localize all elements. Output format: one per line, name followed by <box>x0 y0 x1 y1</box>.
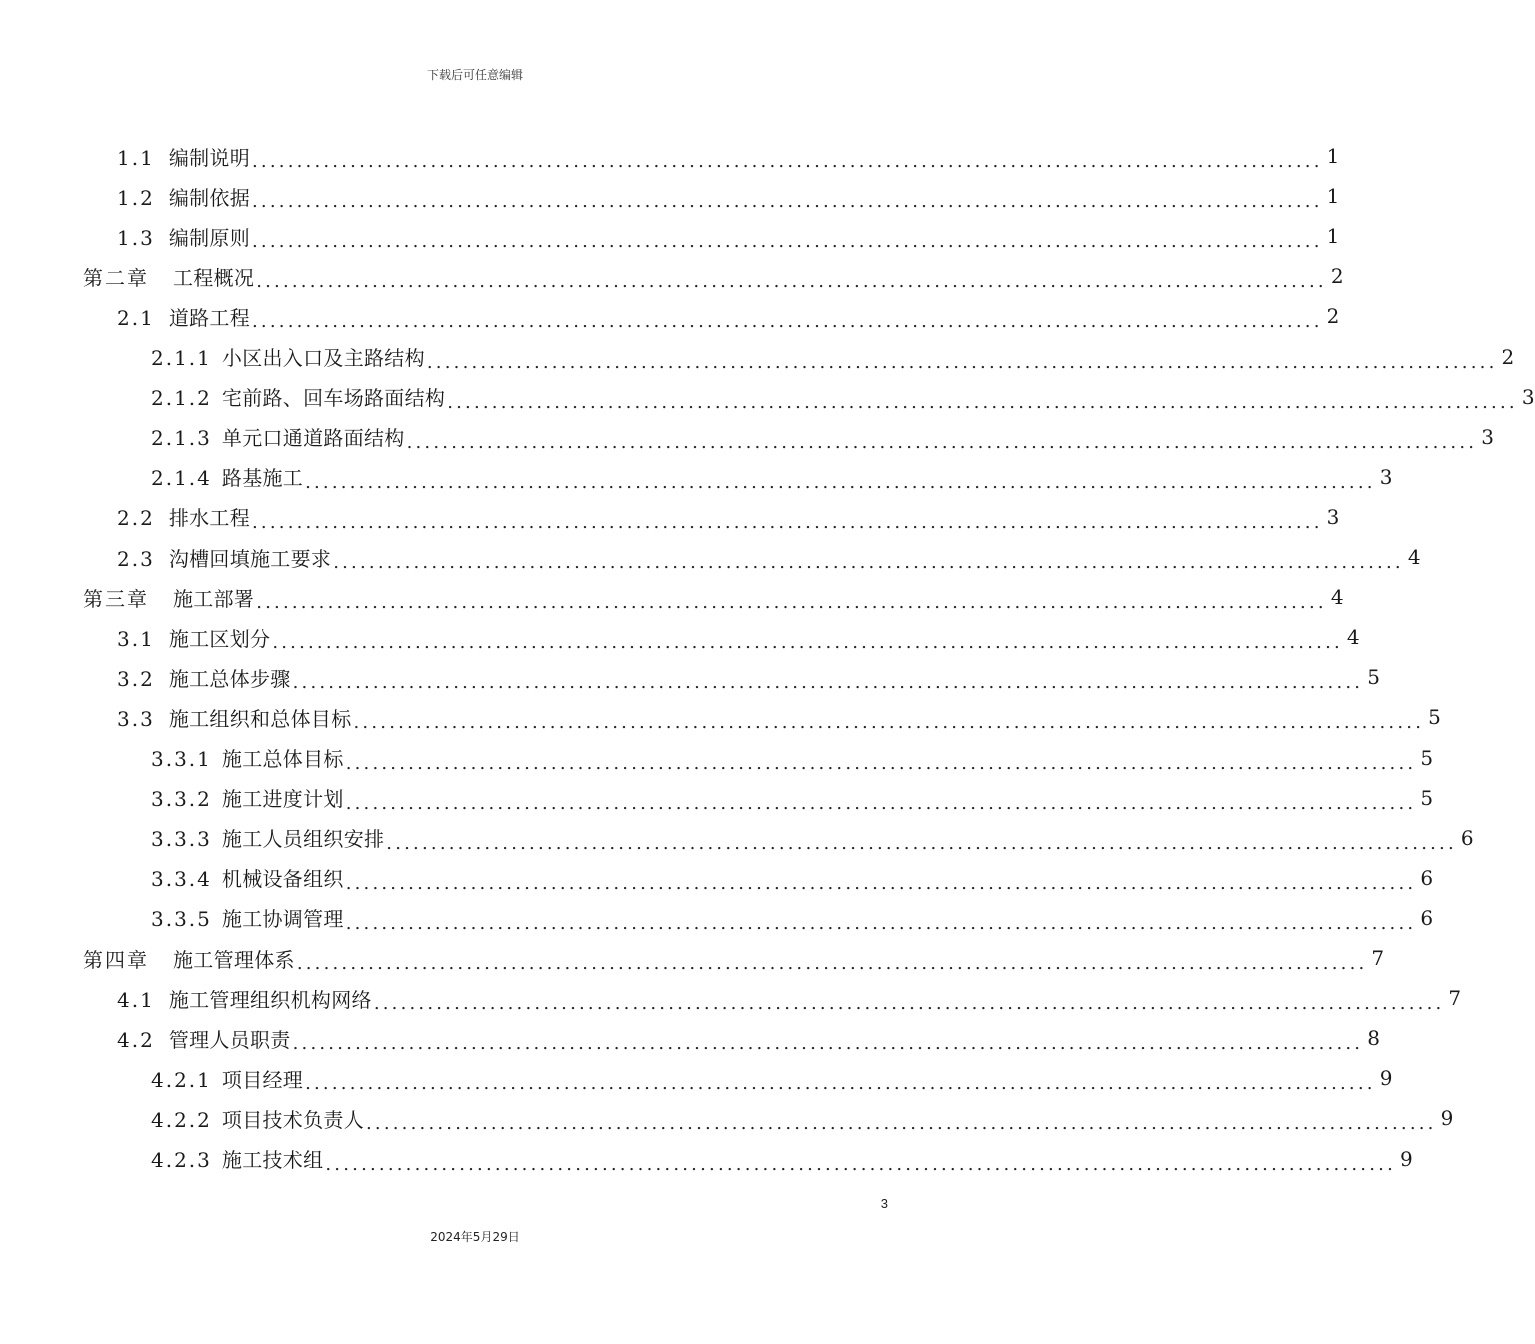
toc-entry-label <box>151 863 344 892</box>
toc-entry-label <box>117 182 250 211</box>
toc-entry-title: 单元口通道路面结构 <box>221 426 405 451</box>
toc-dot-leader: ........................................................................................................................ <box>252 231 1323 253</box>
toc-entry-title: 施工管理体系 <box>173 947 295 972</box>
toc-entry-title: 小区出入口及主路结构 <box>221 346 425 370</box>
toc-dot-leader: ........................................................................................................................ <box>292 1033 1364 1055</box>
toc-entry-title: 施工区划分 <box>168 626 271 651</box>
toc-dot-leader: ........................................................................................................................ <box>252 311 1323 333</box>
toc-entry[interactable] <box>117 176 1340 216</box>
toc-dot-leader: ........................................................................................................................ <box>366 1113 1437 1135</box>
toc-entry[interactable] <box>117 497 1340 537</box>
toc-entry-page: 4 <box>1407 545 1421 569</box>
toc-entry-page: 9 <box>1379 1066 1393 1091</box>
toc-entry-label <box>117 703 352 732</box>
toc-entry-number: 第三章 <box>83 586 149 611</box>
toc-entry-page: 4 <box>1346 625 1360 650</box>
page-header: 下载后可任意编辑 <box>426 68 523 82</box>
toc-entry-page: 5 <box>1367 665 1381 690</box>
toc-entry-page: 5 <box>1428 705 1442 730</box>
toc-entry-page: 3 <box>1521 384 1535 409</box>
toc-entry-number: 1.3 <box>117 225 155 250</box>
toc-entry-page: 2 <box>1501 344 1515 369</box>
toc-entry-page: 1 <box>1326 184 1340 209</box>
toc-entry[interactable] <box>151 818 1474 858</box>
toc-dot-leader: ........................................................................................................................ <box>345 912 1417 934</box>
toc-entry-number: 第二章 <box>83 265 149 290</box>
toc-entry-title: 项目经理 <box>221 1067 304 1092</box>
toc-dot-leader: ........................................................................................................................ <box>447 391 1518 413</box>
toc-entry-page: 7 <box>1448 986 1462 1011</box>
toc-dot-leader: ........................................................................................................................ <box>256 271 1327 293</box>
page-footer-date: 2024年5月29日 <box>430 1230 520 1244</box>
toc-entry-number: 2.3 <box>117 546 155 571</box>
toc-entry-title: 沟槽回填施工要求 <box>168 546 332 571</box>
toc-entry-number: 2.1.1 <box>151 346 212 370</box>
toc-entry-label <box>151 1144 323 1173</box>
toc-entry[interactable] <box>83 938 1385 978</box>
toc-entry-title: 机械设备组织 <box>221 867 344 892</box>
toc-entry-number: 2.1.2 <box>151 386 212 411</box>
toc-entry[interactable] <box>117 216 1340 256</box>
toc-entry[interactable] <box>117 296 1340 336</box>
toc-entry-title: 编制依据 <box>168 185 251 210</box>
toc-entry-number: 2.1.4 <box>151 466 212 491</box>
toc-entry-label <box>83 583 254 612</box>
toc-entry-number: 2.2 <box>117 506 155 531</box>
toc-entry-label <box>117 663 291 692</box>
toc-entry[interactable] <box>151 377 1535 417</box>
toc-entry-number: 3.3 <box>117 706 155 731</box>
toc-entry-number: 1.2 <box>117 185 155 210</box>
toc-entry[interactable] <box>151 1098 1454 1138</box>
toc-entry-number: 3.3.5 <box>151 907 212 932</box>
toc-entry-number: 3.3.3 <box>151 827 212 852</box>
toc-entry-title: 施工技术组 <box>221 1148 324 1172</box>
toc-entry-label <box>151 743 344 772</box>
toc-entry[interactable] <box>117 537 1421 577</box>
toc-entry-label <box>117 984 372 1013</box>
toc-entry-page: 6 <box>1420 865 1434 890</box>
toc-entry-page: 1 <box>1326 144 1340 168</box>
toc-entry-page: 1 <box>1326 224 1340 249</box>
toc-entry-page: 8 <box>1367 1026 1381 1051</box>
toc-entry-title: 路基施工 <box>221 466 304 491</box>
toc-entry[interactable] <box>151 898 1434 938</box>
toc-entry-label <box>151 823 384 852</box>
toc-entry-number: 3.2 <box>117 666 155 691</box>
toc-entry-label <box>151 422 405 451</box>
toc-dot-leader: ........................................................................................................................ <box>296 953 1368 974</box>
toc-entry-label <box>83 262 254 291</box>
toc-dot-leader: ........................................................................................................................ <box>345 752 1417 774</box>
toc-entry-label <box>117 543 331 572</box>
toc-entry-number: 1.1 <box>117 145 155 170</box>
toc-dot-leader: ........................................................................................................................ <box>305 471 1376 493</box>
toc-entry-page: 2 <box>1326 304 1340 329</box>
toc-entry[interactable] <box>83 256 1344 296</box>
toc-entry-number: 4.1 <box>117 987 155 1012</box>
toc-entry-number: 3.3.4 <box>151 867 212 892</box>
toc-entry[interactable] <box>151 337 1515 377</box>
toc-entry-title: 施工协调管理 <box>221 907 344 932</box>
toc-entry-page: 4 <box>1330 585 1344 610</box>
toc-entry-page: 5 <box>1420 745 1434 770</box>
toc-entry-number: 2.1.3 <box>151 426 212 451</box>
toc-entry-title: 道路工程 <box>168 305 251 330</box>
page-number: 3 <box>880 1196 888 1211</box>
toc-entry-title: 施工部署 <box>173 586 255 611</box>
toc-entry-title: 施工管理组织机构网络 <box>168 987 372 1012</box>
toc-dot-leader: ........................................................................................................................ <box>333 552 1404 573</box>
toc-entry-page: 6 <box>1460 825 1474 850</box>
toc-entry-page: 3 <box>1326 504 1340 529</box>
toc-dot-leader: ........................................................................................................................ <box>252 191 1323 213</box>
toc-entry-page: 3 <box>1379 464 1393 489</box>
toc-entry-page: 7 <box>1371 946 1385 970</box>
toc-entry-title: 项目技术负责人 <box>221 1107 364 1132</box>
toc-dot-leader: ........................................................................................................................ <box>325 1153 1396 1175</box>
toc-dot-leader: ........................................................................................................................ <box>256 592 1327 614</box>
toc-entry-page: 6 <box>1420 905 1434 930</box>
toc-entry-number: 4.2.1 <box>151 1067 212 1092</box>
toc-entry[interactable] <box>117 1018 1381 1058</box>
toc-entry-page: 3 <box>1481 424 1495 449</box>
toc-dot-leader: ........................................................................................................................ <box>426 351 1498 373</box>
toc-dot-leader: ........................................................................................................................ <box>386 832 1457 854</box>
toc-entry-title: 工程概况 <box>173 265 255 290</box>
toc-entry-label <box>83 944 295 973</box>
toc-entry-title: 排水工程 <box>168 506 251 531</box>
toc-entry-page: 9 <box>1400 1146 1414 1171</box>
toc-entry-label <box>151 1104 364 1133</box>
toc-entry[interactable] <box>117 657 1381 697</box>
toc-entry-label <box>117 502 250 531</box>
toc-entry[interactable] <box>117 978 1462 1018</box>
toc-dot-leader: ........................................................................................................................ <box>292 672 1364 694</box>
toc-entry-title: 宅前路、回车场路面结构 <box>221 386 446 411</box>
toc-dot-leader: ........................................................................................................................ <box>345 872 1417 894</box>
toc-entry-page: 9 <box>1440 1106 1454 1131</box>
toc-entry[interactable] <box>117 697 1442 737</box>
toc-entry-label <box>151 382 445 411</box>
toc-dot-leader: ........................................................................................................................ <box>406 431 1478 453</box>
toc-entry[interactable] <box>151 858 1434 898</box>
toc-entry-title: 施工总体目标 <box>221 747 344 771</box>
toc-entry-label <box>117 142 250 171</box>
toc-entry-title: 施工总体步骤 <box>168 666 291 691</box>
toc-entry-number: 3.3.1 <box>151 747 212 771</box>
toc-entry-label <box>117 1024 291 1053</box>
toc-entry-label <box>151 462 303 491</box>
toc-entry[interactable] <box>151 1058 1393 1098</box>
toc-entry-page: 5 <box>1420 785 1434 810</box>
toc-entry[interactable] <box>151 738 1434 778</box>
toc-entry-number: 3.3.2 <box>151 787 212 812</box>
toc-entry-label <box>151 903 344 932</box>
toc-entry-number: 第四章 <box>83 947 149 972</box>
toc-entry-label <box>151 342 425 371</box>
toc-entry-label <box>117 302 250 331</box>
toc-entry[interactable] <box>83 577 1344 617</box>
toc-entry-title: 施工组织和总体目标 <box>168 706 352 731</box>
toc-entry-label <box>151 783 344 812</box>
toc-entry[interactable] <box>151 457 1393 497</box>
toc-entry-label <box>117 623 270 652</box>
toc-entry-label <box>151 1064 303 1093</box>
toc-entry-title: 编制原则 <box>168 225 251 250</box>
toc-entry-number: 4.2.2 <box>151 1107 212 1132</box>
toc-dot-leader: ........................................................................................................................ <box>252 151 1323 172</box>
toc-entry-title: 施工人员组织安排 <box>221 827 385 852</box>
toc-entry[interactable] <box>151 778 1434 818</box>
toc-entry[interactable] <box>117 617 1360 657</box>
toc-entry[interactable] <box>151 1139 1414 1179</box>
toc-entry-number: 2.1 <box>117 305 155 330</box>
toc-dot-leader: ........................................................................................................................ <box>353 712 1425 734</box>
toc-dot-leader: ........................................................................................................................ <box>305 1073 1376 1095</box>
toc-dot-leader: ........................................................................................................................ <box>345 792 1417 814</box>
toc-dot-leader: ........................................................................................................................ <box>252 511 1323 533</box>
toc-entry-number: 3.1 <box>117 626 155 651</box>
toc-entry-title: 施工进度计划 <box>221 787 344 812</box>
toc-entry[interactable] <box>151 417 1495 457</box>
toc-dot-leader: ........................................................................................................................ <box>373 993 1445 1015</box>
toc-entry-title: 管理人员职责 <box>168 1027 291 1052</box>
toc-entry-label <box>117 222 250 251</box>
toc-dot-leader: ........................................................................................................................ <box>272 632 1343 654</box>
toc-entry-number: 4.2 <box>117 1027 155 1052</box>
toc-entry[interactable] <box>117 136 1340 176</box>
toc-entry-number: 4.2.3 <box>151 1148 212 1172</box>
toc-entry-title: 编制说明 <box>168 145 251 170</box>
toc-entry-page: 2 <box>1330 264 1344 289</box>
